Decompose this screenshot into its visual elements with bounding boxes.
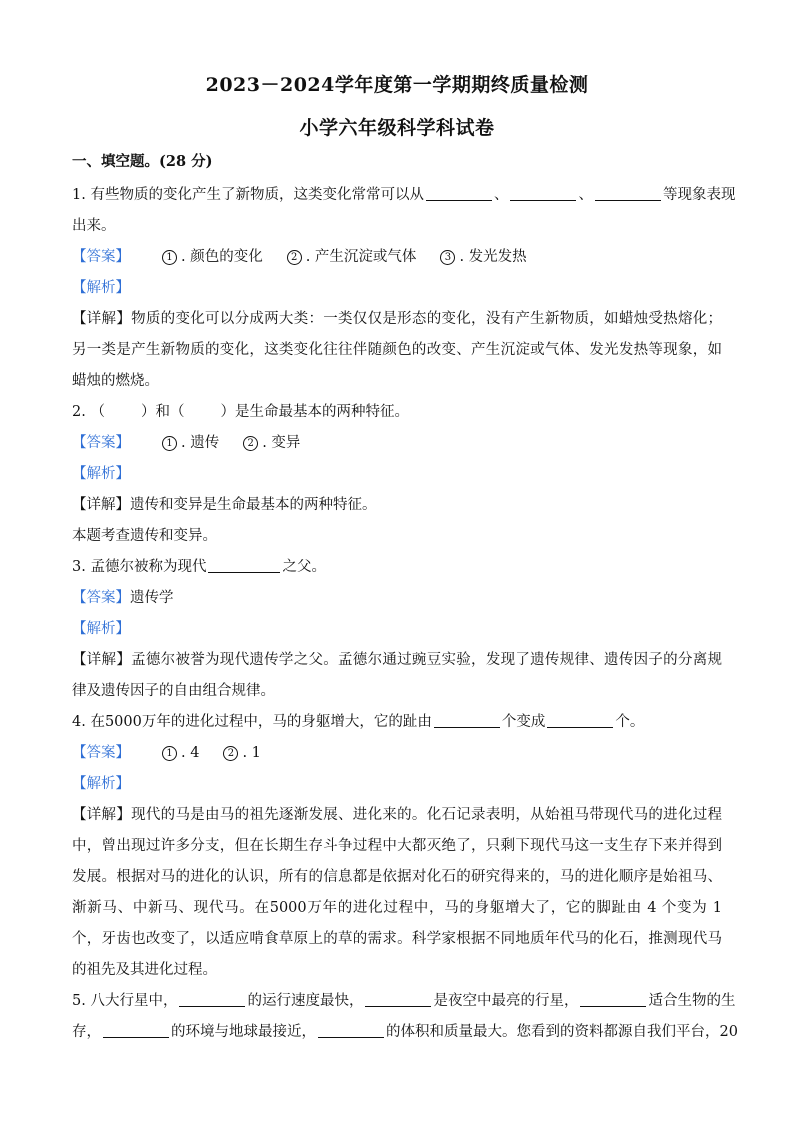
q5-text: 5. 八大行星中， 的运行速度最快， 是夜空中最亮的行星， 适合生物的生 [72, 993, 736, 1009]
analysis-tag: 【解析】 [72, 280, 130, 296]
q2-detail: 【详解】遗传和变异是生命最基本的两种特征。 [72, 497, 377, 513]
circled-number-icon: 2 [223, 746, 238, 761]
circled-number-icon: 1 [162, 250, 177, 265]
circled-number-icon: 1 [162, 746, 177, 761]
answer-blank [426, 186, 492, 202]
answer-tag: 【答案】 [72, 249, 130, 265]
q1-text-cont: 出来。 [72, 218, 116, 234]
circled-number-icon: 1 [162, 436, 177, 451]
circled-number-icon: 3 [440, 250, 455, 265]
q3-detail: 【详解】孟德尔被誉为现代遗传学之父。孟德尔通过豌豆实验，发现了遗传规律、遗传因子的分离规律及遗传因子的自由组合规律。 [72, 652, 723, 699]
answer-blank [595, 186, 661, 202]
answer-blank [434, 713, 500, 729]
questions-content [72, 180, 738, 1048]
answer-blank [547, 713, 613, 729]
circled-number-icon: 2 [243, 436, 258, 451]
q4-detail: 【详解】现代的马是由马的祖先逐渐发展、进化来的。化石记录表明，从始祖马带现代马的进化过程中，曾出现过许多分支，但在长期生存斗争过程中大都灭绝了，只剩下现代马这一支生存下来并得到发展。根据对马的进化的认识，所有的信息都是依据对化石的研究得来的，马的进化顺序是始祖马、渐新马、中新马、现代马。在5000万年的进化过程中，马的身躯增大了，它的脚趾由 4 个变为 1 个，牙齿也改变了，以适应啃食草原上的草的需求。科学家根据不同地质年代马的化石，推测现代马的祖先及其进化过程。 [72, 807, 723, 978]
answer-blank [208, 558, 280, 574]
answer-blank [179, 992, 245, 1008]
q2-answer: 【答案】 1 . 遗传 2 . 变异 [72, 435, 301, 451]
analysis-tag: 【解析】 [72, 621, 130, 637]
q2-note: 本题考查遗传和变异。 [72, 528, 217, 544]
answer-blank [318, 1023, 384, 1039]
answer-tag: 【答案】 [72, 435, 130, 451]
answer-blank [510, 186, 576, 202]
exam-title: 2023－2024学年度第一学期期终质量检测 [205, 74, 589, 96]
section-heading: 一、填空题。(28 分) [72, 153, 213, 170]
q1-detail: 【详解】物质的变化可以分成两大类：一类仅仅是形态的变化，没有产生新物质，如蜡烛受热熔化；另一类是产生新物质的变化，这类变化往往伴随颜色的改变、产生沉淀或气体、发光发热等现象，如蜡烛的燃烧。 [72, 311, 723, 389]
answer-blank [103, 1023, 169, 1039]
answer-tag: 【答案】 [72, 745, 130, 761]
exam-subtitle: 小学六年级科学科试卷 [299, 117, 495, 139]
q3-text: 3. 孟德尔被称为现代 之父。 [72, 559, 326, 575]
answer-blank [365, 992, 431, 1008]
circled-number-icon: 2 [287, 250, 302, 265]
q1-answer: 【答案】 1 . 颜色的变化 2 . 产生沉淀或气体 3 . 发光发热 [72, 249, 527, 265]
answer-tag: 【答案】 [72, 590, 130, 606]
q4-answer: 【答案】 1 . 4 2 . 1 [72, 745, 261, 761]
q5-text-cont: 存， 的环境与地球最接近， 的体积和质量最大。您看到的资料都源自我们平台，20 [72, 1024, 738, 1040]
analysis-tag: 【解析】 [72, 466, 130, 482]
analysis-tag: 【解析】 [72, 776, 130, 792]
answer-blank [580, 992, 646, 1008]
q4-text: 4. 在5000万年的进化过程中，马的身躯增大，它的趾由 个变成 个。 [72, 714, 645, 730]
q2-text: 2. （ ）和（ ）是生命最基本的两种特征。 [72, 404, 409, 420]
q1-text: 1. 有些物质的变化产生了新物质，这类变化常常可以从 、 、 等现象表现 [72, 187, 736, 203]
q3-answer: 【答案】遗传学 [72, 590, 174, 606]
